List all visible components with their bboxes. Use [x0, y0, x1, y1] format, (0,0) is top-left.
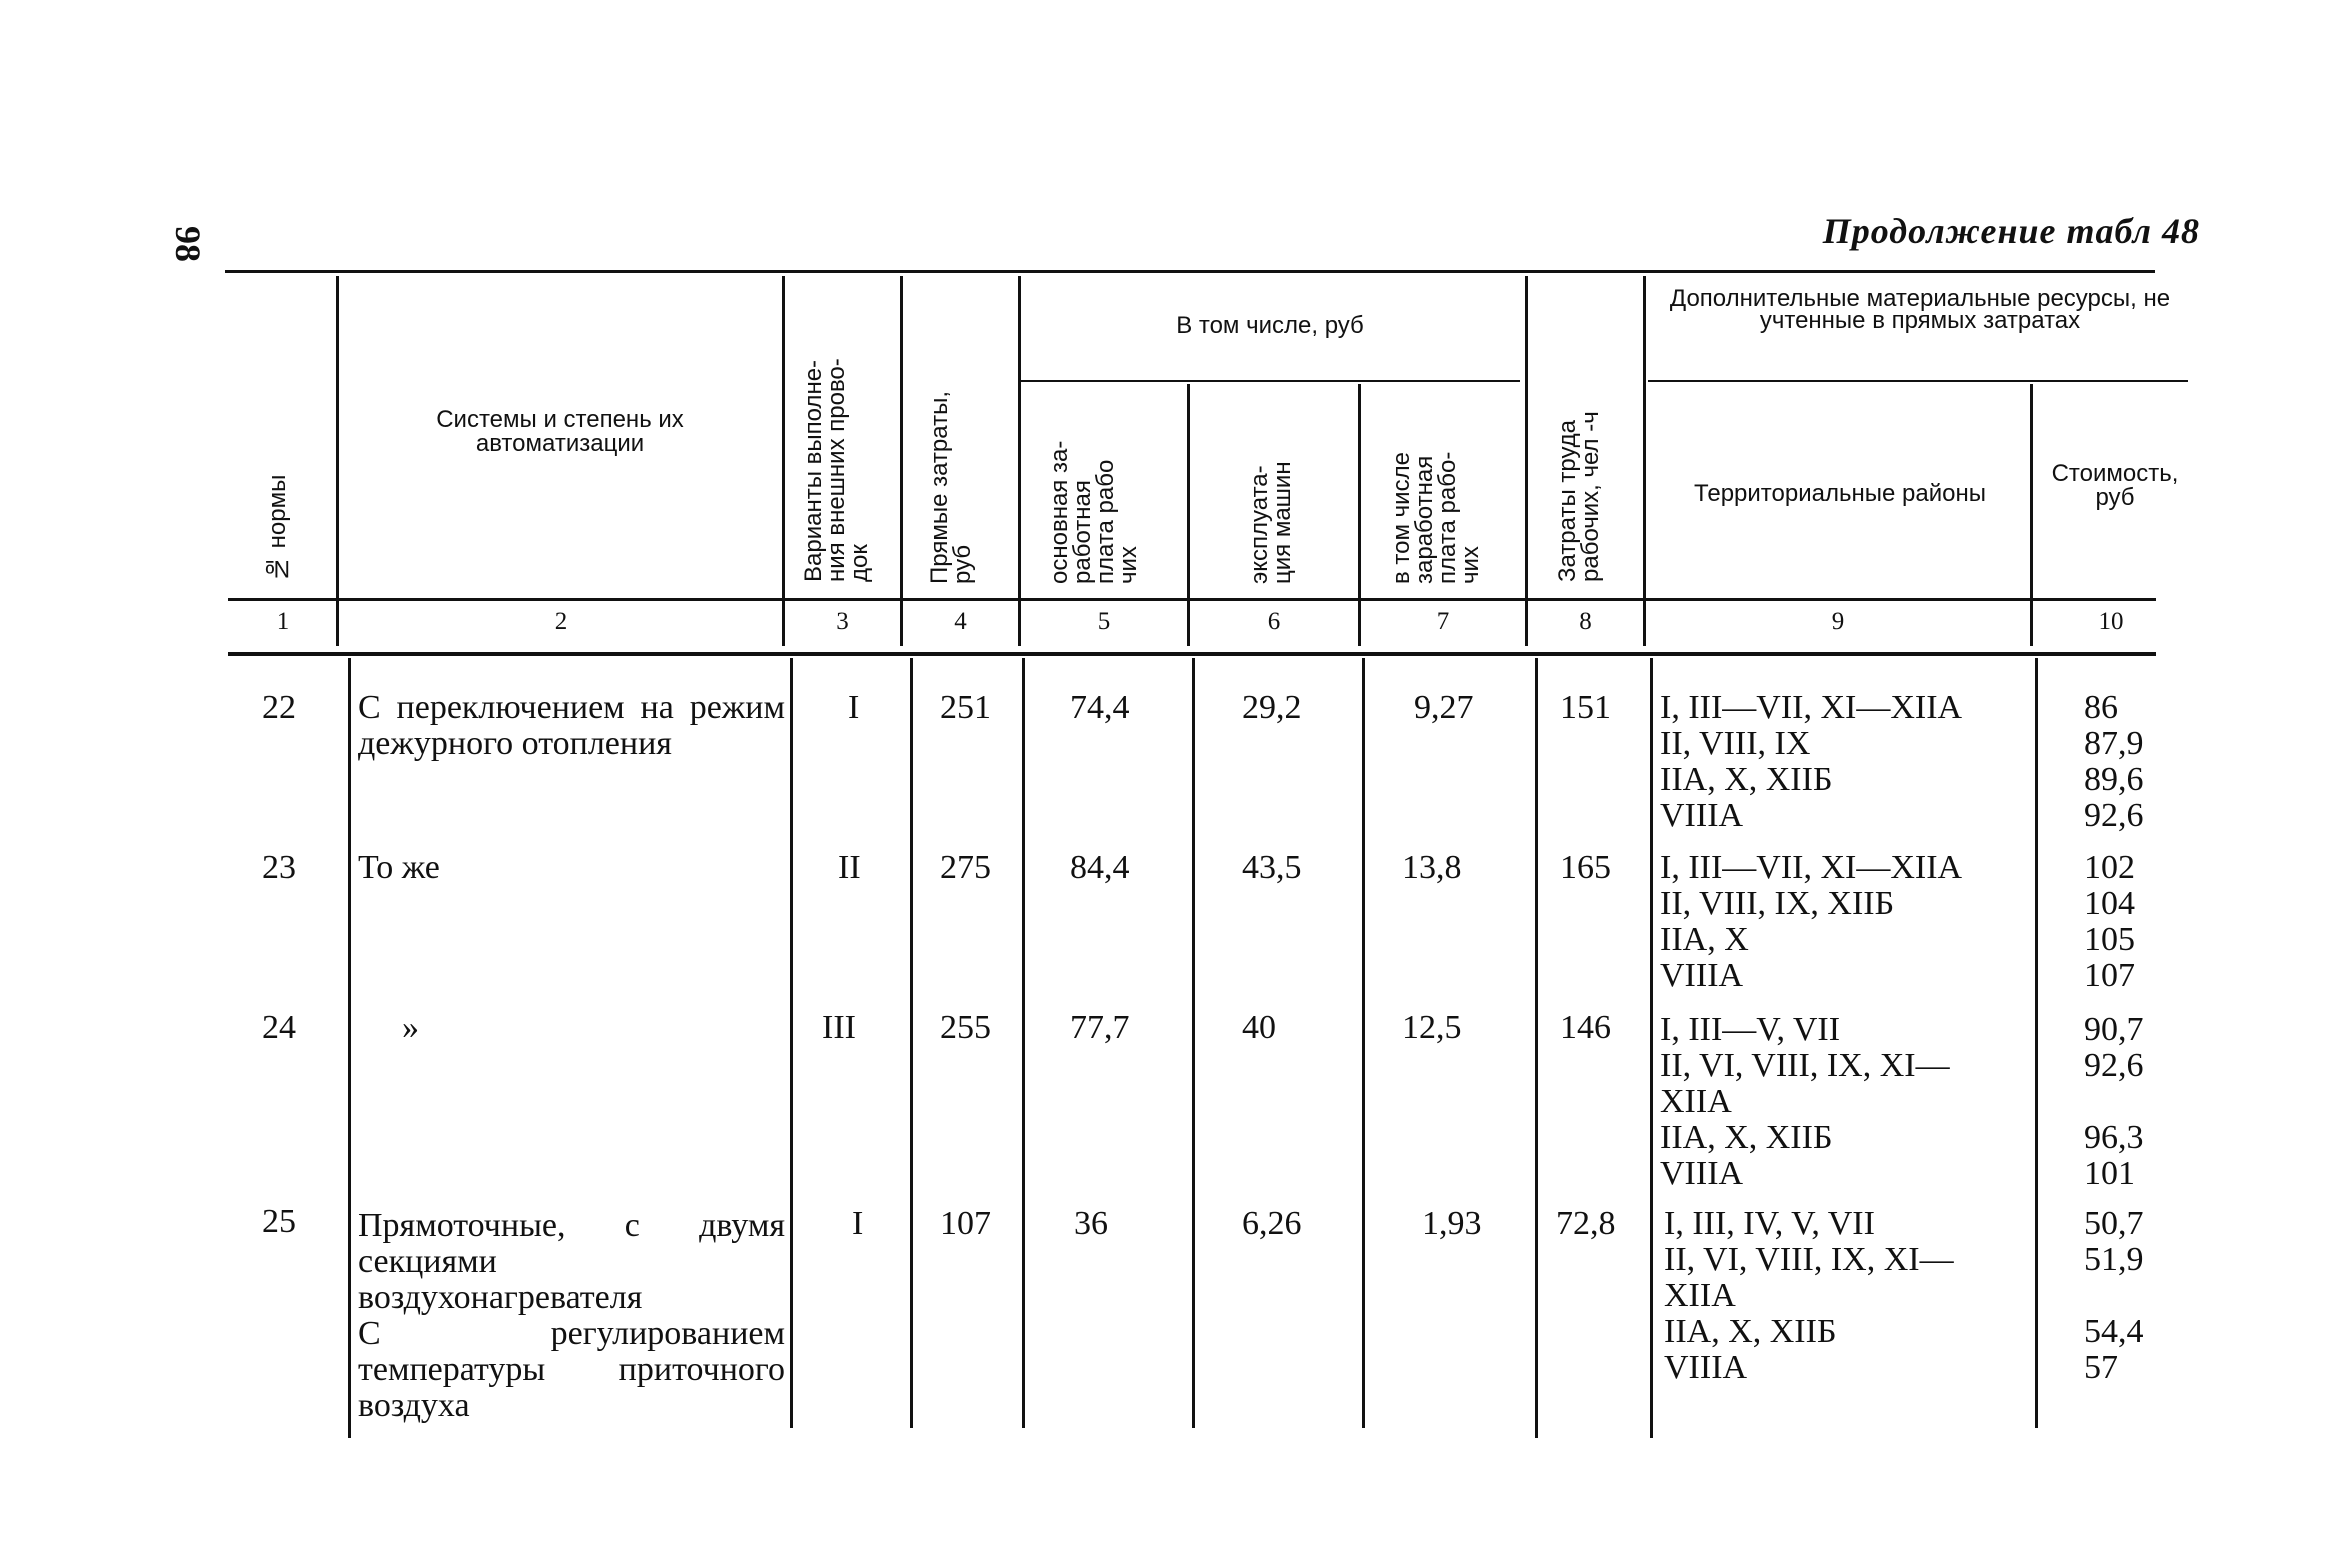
- territorial-regions: I, III, IV, V, VII II, VI, VIII, IX, XI— XIIA IIA, X, XIIБ VIIIA: [1664, 1205, 1954, 1386]
- machine-wage: 12,5: [1402, 1009, 1462, 1046]
- labor-costs: 72,8: [1556, 1205, 1616, 1242]
- system-description: Прямоточные, с двумя секциями воздухонагревателя: [358, 1207, 785, 1316]
- labor-costs: 146: [1560, 1009, 1611, 1046]
- header-base-wage: основная за- работная плата рабо чих: [1046, 440, 1142, 584]
- numbers-bottom-rule: [228, 652, 2156, 656]
- header-machines: эксплуата- ция машин: [1246, 461, 1296, 584]
- direct-costs: 251: [940, 689, 991, 726]
- col-divider-1: [336, 276, 339, 646]
- base-wage: 84,4: [1070, 849, 1130, 886]
- column-number: 3: [836, 608, 849, 635]
- col-divider-3: [900, 276, 903, 646]
- header-group-in-that: В том числе, руб: [1176, 312, 1364, 339]
- variant: I: [848, 689, 860, 726]
- col-divider-8: [1643, 276, 1646, 646]
- territorial-regions: I, III—VII, XI—XIIA II, VIII, IX, XIIБ IIA, X VIIIA: [1660, 849, 1963, 994]
- system-description: »: [402, 1009, 419, 1046]
- column-number: 5: [1097, 608, 1111, 635]
- col-divider-9: [2030, 384, 2033, 646]
- column-number: 2: [554, 608, 568, 635]
- norm-number: 23: [262, 849, 296, 886]
- header-machine-wage: в том числе заработная плата рабо- чих: [1388, 451, 1484, 584]
- variant: II: [838, 849, 861, 886]
- machine-operation: 6,26: [1242, 1205, 1302, 1242]
- col-divider-8b: [1650, 658, 1653, 1438]
- norm-number: 24: [262, 1009, 296, 1046]
- column-number: 6: [1267, 608, 1281, 635]
- col-divider-7b: [1535, 658, 1538, 1438]
- column-number: 1: [276, 608, 290, 635]
- header-variants: Варианты выполне- ния внешних прово- док: [800, 358, 873, 582]
- machine-operation: 43,5: [1242, 849, 1302, 886]
- direct-costs: 107: [940, 1205, 991, 1242]
- labor-costs: 165: [1560, 849, 1611, 886]
- base-wage: 74,4: [1070, 689, 1130, 726]
- header-norm-number: № нормы: [264, 474, 291, 582]
- labor-costs: 151: [1560, 689, 1611, 726]
- column-number: 7: [1436, 608, 1450, 635]
- direct-costs: 275: [940, 849, 991, 886]
- territorial-regions: I, III—V, VII II, VI, VIII, IX, XI— XIIA IIA, X, XIIБ VIIIA: [1660, 1011, 1950, 1192]
- direct-costs: 255: [940, 1009, 991, 1046]
- column-number: 8: [1579, 608, 1592, 635]
- cost-values: 86 87,9 89,6 92,6: [2084, 689, 2144, 834]
- col-divider-1b: [348, 658, 351, 1438]
- col-divider-4b: [1022, 658, 1025, 1428]
- header-group-rule-1: [1020, 380, 1520, 382]
- col-divider-9b: [2035, 658, 2038, 1428]
- norm-number: 22: [262, 689, 296, 726]
- variant: III: [822, 1009, 856, 1046]
- header-regions: Территориальные районы: [1694, 480, 1986, 507]
- cost-values: 50,7 51,9 54,4 57: [2084, 1205, 2144, 1386]
- machine-wage: 9,27: [1414, 689, 1474, 726]
- header-direct-costs: Прямые затраты, руб: [926, 391, 976, 584]
- system-description: С переключением на режим дежурного отопления: [358, 689, 785, 762]
- variant: I: [852, 1205, 864, 1242]
- header-group-additional: Дополнительные материальные ресурсы, не учтенные в прямых затратах: [1669, 285, 2171, 334]
- machine-operation: 40: [1242, 1009, 1276, 1046]
- cost-values: 90,7 92,6 96,3 101: [2084, 1011, 2144, 1192]
- norm-number: 25: [262, 1203, 296, 1240]
- col-divider-6b: [1362, 658, 1365, 1428]
- page-number: 98: [168, 226, 208, 262]
- table-top-rule: [225, 270, 2155, 273]
- col-divider-5b: [1192, 658, 1195, 1428]
- system-description: То же: [358, 849, 440, 886]
- base-wage: 77,7: [1070, 1009, 1130, 1046]
- col-divider-4: [1018, 276, 1021, 646]
- system-description-extra: С регулированием температуры приточного воздуха: [358, 1315, 785, 1424]
- machine-wage: 13,8: [1402, 849, 1462, 886]
- header-group-rule-2: [1648, 380, 2188, 382]
- base-wage: 36: [1074, 1205, 1108, 1242]
- col-divider-3b: [910, 658, 913, 1428]
- col-divider-6: [1358, 384, 1361, 646]
- col-divider-2: [782, 276, 785, 646]
- cost-values: 102 104 105 107: [2084, 849, 2135, 994]
- territorial-regions: I, III—VII, XI—XIIA II, VIII, IX IIA, X, XIIБ VIIIA: [1660, 689, 1963, 834]
- machine-wage: 1,93: [1422, 1205, 1482, 1242]
- column-number: 9: [1831, 608, 1845, 635]
- column-number: 4: [954, 608, 967, 635]
- column-number: 10: [2098, 608, 2124, 635]
- header-labor: Затраты труда рабочих, чел -ч: [1554, 411, 1604, 582]
- header-system: Системы и степень их автоматизации: [436, 406, 684, 457]
- header-bottom-rule: [228, 598, 2156, 601]
- header-cost: Стоимость, руб: [2051, 460, 2179, 511]
- col-divider-5: [1187, 384, 1190, 646]
- col-divider-2b: [790, 658, 793, 1428]
- continuation-title: Продолжение табл 48: [1822, 211, 2200, 251]
- col-divider-7: [1525, 276, 1528, 646]
- machine-operation: 29,2: [1242, 689, 1302, 726]
